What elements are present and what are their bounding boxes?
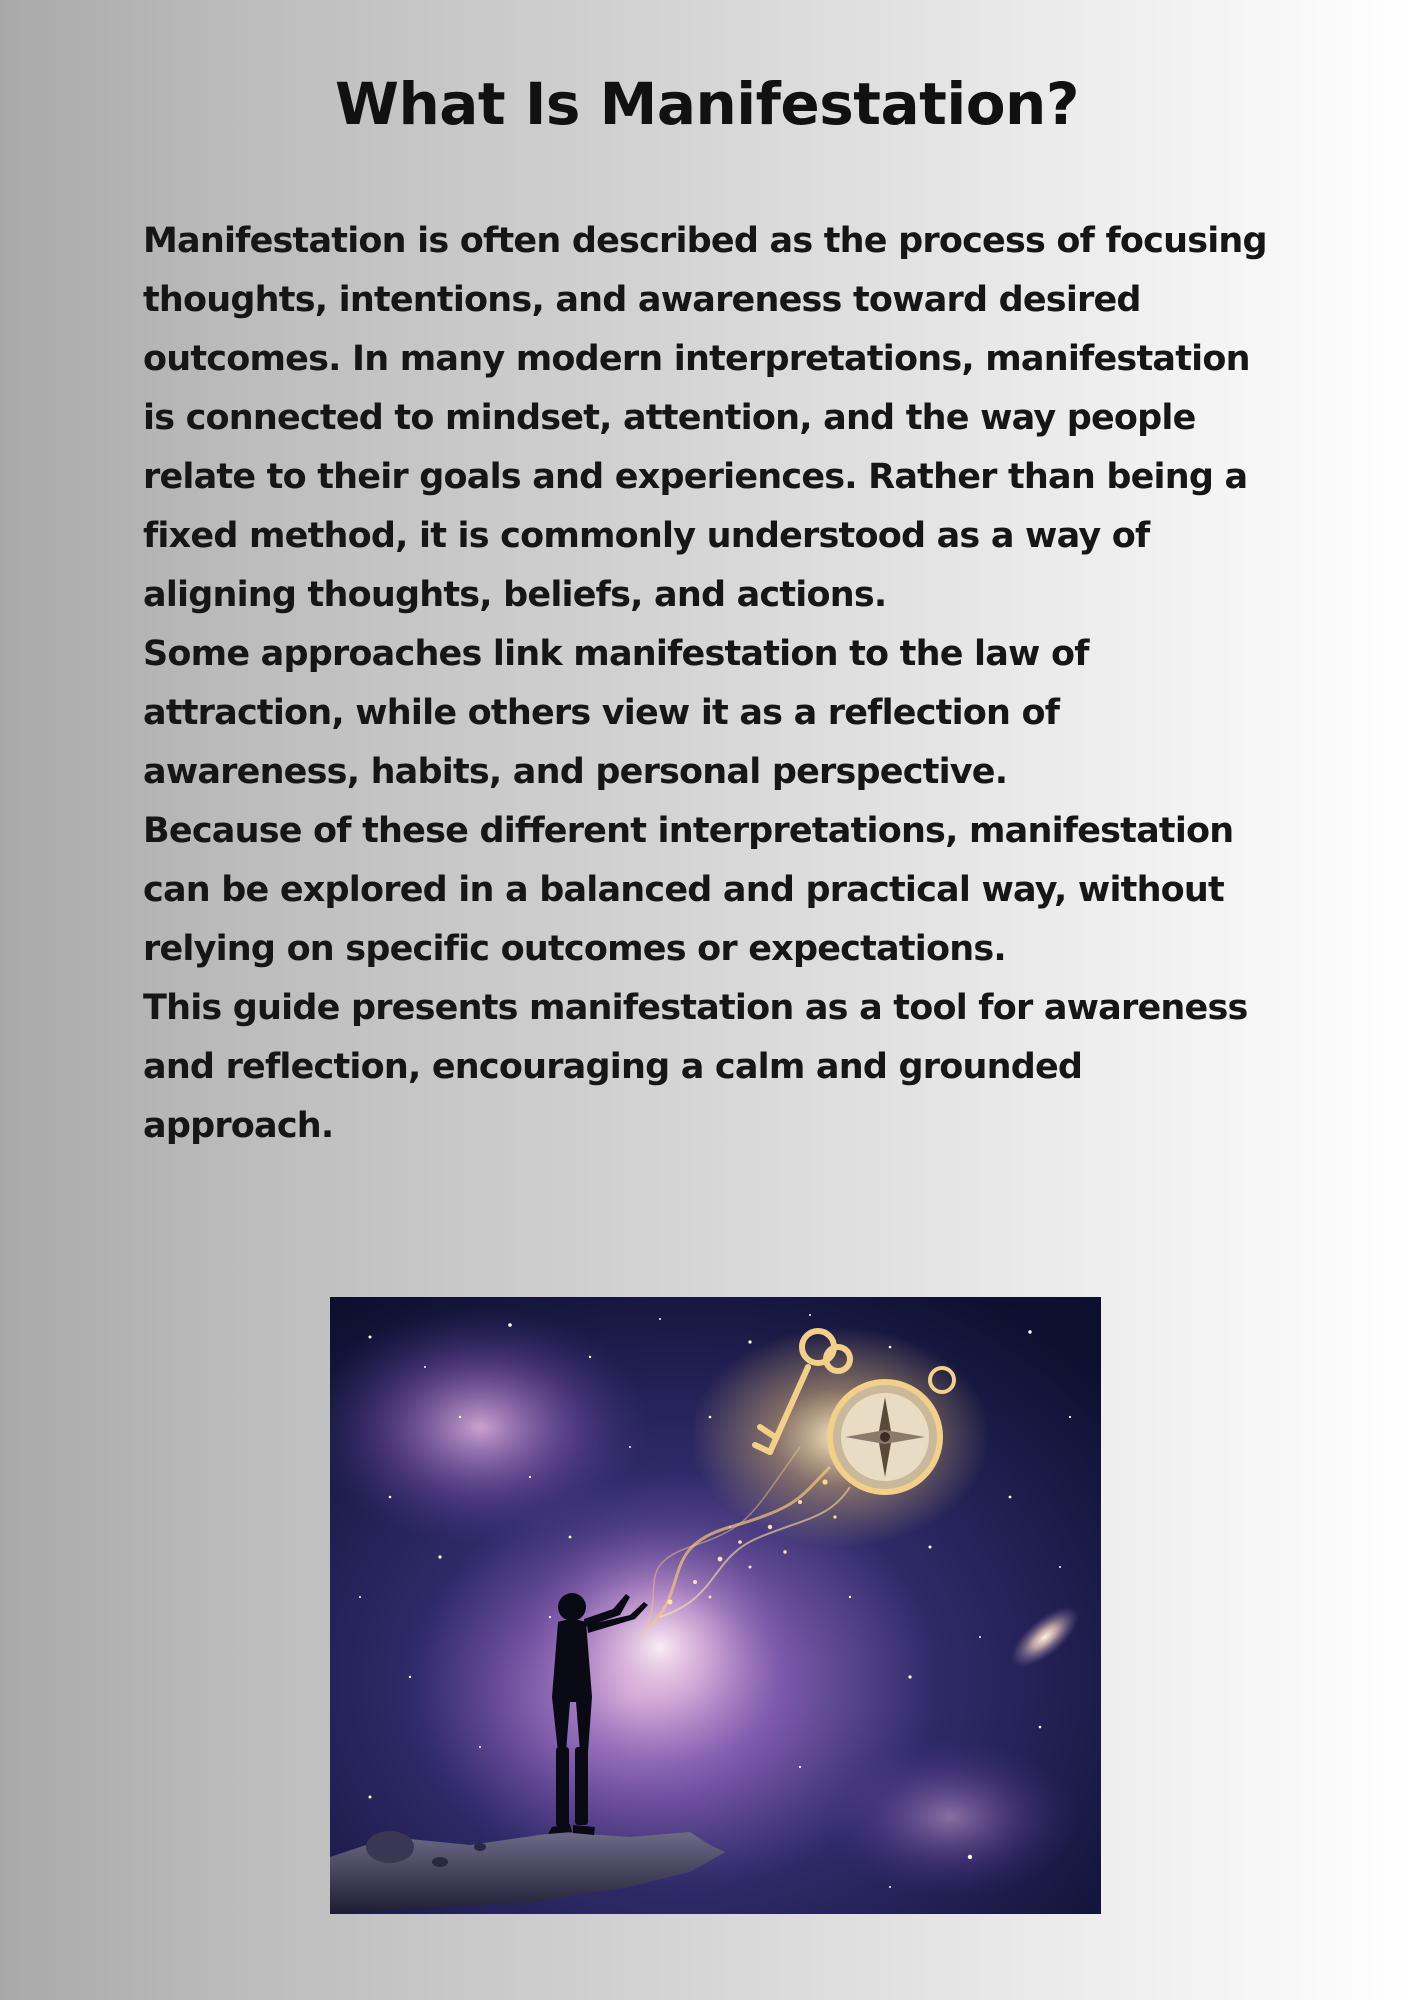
paragraph-intro: Manifestation is often described as the process of focusing thoughts, intentions, and awareness toward desired outcomes. In many modern interpretations, manifestation is connected to mindset, attention, and the way people relate to their goals and experiences. Rather than being a fixed method, it is commonly understood as a way of aligning thoughts, beliefs, and actions. xyxy=(143,221,1267,615)
paragraph-interpretations: Because of these different interpretations, manifestation can be explored in a balanced and practical way, without relying on specific outcomes or expectations. xyxy=(143,811,1234,969)
galaxy-illustration xyxy=(330,1297,1101,1914)
paragraph-guide: This guide presents manifestation as a tool for awareness and reflection, encouraging a calm and grounded approach. xyxy=(143,988,1248,1146)
page-title: What Is Manifestation? xyxy=(335,70,1079,138)
paragraph-approaches: Some approaches link manifestation to the law of attraction, while others view it as a reflection of awareness, habits, and personal perspective. xyxy=(143,634,1089,792)
body-text xyxy=(143,212,1283,1156)
